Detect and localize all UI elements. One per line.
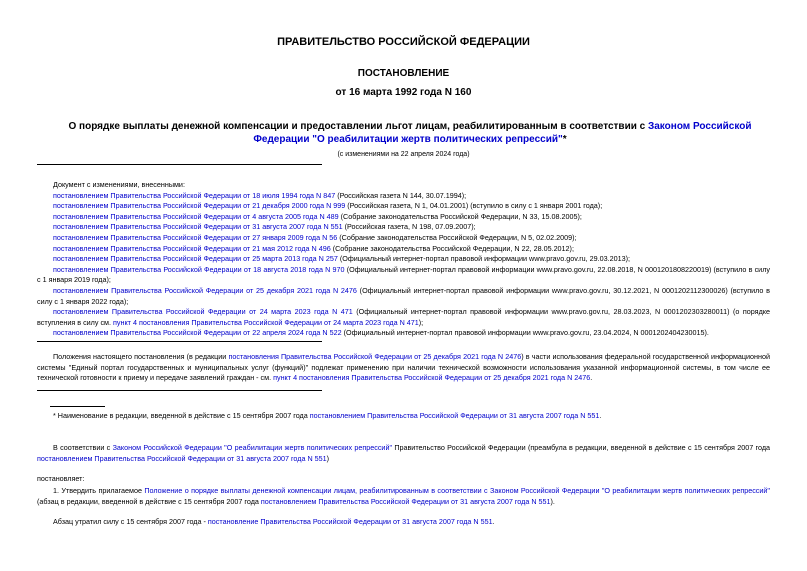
provisions-link[interactable]: постановления Правительства Российской Федерации от 25 декабря 2021 года N 2476	[228, 352, 522, 361]
provisions-text: ) в части использования федеральной государственной информационной системы "Единый портал государственных и муниципальных услуг (функций)" подлежат применению при наличии технической возможности использования указанной информационной системы, в том числе ее технической готовности к приему и передаче заявлений граждан - см.	[37, 352, 770, 383]
preamble-text: )	[326, 453, 330, 463]
title-asterisk: *	[562, 134, 567, 145]
amendments-intro: Документ с изменениями, внесенными:	[53, 180, 185, 189]
clause-text: (абзац в редакции, введенной в действие с 15 сентября 2007 года	[37, 496, 261, 506]
regulation-link[interactable]: Положение о порядке выплаты денежной компенсации лицам, реабилитированным в соответствии с Законом Российской Федерации "О реабилитации жертв политических репрессий"	[144, 486, 770, 495]
amendment-note: (Российская газета, N 198, 07.09.2007);	[342, 222, 476, 232]
provisions-text: .	[590, 373, 593, 383]
clause-text: ).	[550, 496, 555, 506]
amendment-note: (Официальный интернет-портал правовой информации www.pravo.gov.ru, 29.03.2013);	[337, 254, 631, 264]
doc-type-heading: ПОСТАНОВЛЕНИЕ	[357, 68, 450, 79]
footnote-rule	[50, 406, 105, 407]
amendment-note: (Собрание законодательства Российской Федерации, N 22, 28.05.2012);	[330, 243, 574, 253]
amendment-link[interactable]: постановлением Правительства Российской Федерации от 21 декабря 2000 года N 999	[53, 201, 346, 211]
amendment-link[interactable]: постановлением Правительства Российской Федерации от 31 августа 2007 года N 551	[53, 222, 343, 232]
amendment-item	[37, 307, 770, 328]
amendment-link[interactable]: постановлением Правительства Российской Федерации от 25 декабря 2021 года N 2476	[53, 285, 357, 295]
footnote-link[interactable]: постановлением Правительства Российской Федерации от 31 августа 2007 года N 551	[309, 411, 600, 420]
void-text: Абзац утратил силу с 15 сентября 2007 года -	[53, 517, 208, 526]
void-decree-link[interactable]: постановление Правительства Российской Федерации от 31 августа 2007 года N 551	[207, 517, 493, 526]
amendment-link[interactable]: постановлением Правительства Российской Федерации от 18 августа 2018 года N 970	[53, 264, 345, 274]
amendment-note: (Собрание законодательства Российской Федерации, N 33, 15.08.2005);	[338, 211, 582, 221]
amendment-note: (Официальный интернет-портал правовой информации www.pravo.gov.ru, 28.03.2023, N 0001202303280011) (о порядке вступления в силу см.	[37, 307, 770, 327]
amendment-link[interactable]: постановлением Правительства Российской Федерации от 4 августа 2005 года N 489	[53, 211, 339, 221]
title-text: О порядке выплаты денежной компенсации и предоставлении льгот лицам, реабилитированным в соответствии с	[68, 121, 648, 132]
amendment-link[interactable]: постановлением Правительства Российской Федерации от 22 апреля 2024 года N 522	[53, 328, 342, 338]
amendment-item	[37, 254, 770, 265]
amendment-link[interactable]: постановлением Правительства Российской Федерации от 21 мая 2012 года N 496	[53, 243, 331, 253]
amendment-note: (Собрание законодательства Российской Федерации, N 5, 02.02.2009);	[337, 232, 577, 242]
amendment-item	[37, 201, 770, 212]
void-paragraph	[53, 517, 786, 528]
clause-1	[37, 486, 770, 507]
void-text: .	[492, 517, 495, 526]
amendment-link[interactable]: постановлением Правительства Российской Федерации от 18 июля 1994 года N 847	[53, 190, 336, 200]
doc-date-number: от 16 марта 1992 года N 160	[335, 87, 472, 98]
amendment-note: (Российская газета N 144, 30.07.1994);	[335, 190, 467, 200]
divider	[37, 341, 322, 342]
amendment-link[interactable]: постановлением Правительства Российской Федерации от 25 марта 2013 года N 257	[53, 254, 338, 264]
amendment-tail: );	[418, 317, 424, 327]
amendment-note: (Официальный интернет-портал правовой информации www.pravo.gov.ru, 22.08.2018, N 0001201808220019) (вступило в силу с 1 января 2019 года);	[37, 264, 770, 285]
amendment-item	[37, 212, 770, 223]
amendment-item	[37, 286, 770, 307]
preamble-decree-link[interactable]: постановлением Правительства Российской Федерации от 31 августа 2007 года N 551	[37, 453, 327, 463]
clause-decree-link[interactable]: постановлением Правительства Российской Федерации от 31 августа 2007 года N 551	[260, 496, 551, 506]
amendment-tail-link[interactable]: пункт 4 постановления Правительства Российской Федерации от 24 марта 2023 года N 471	[113, 317, 419, 327]
amendment-item	[37, 328, 770, 339]
decree-word: постановляет:	[37, 474, 85, 483]
clause-text: 1. Утвердить прилагаемое	[53, 486, 145, 495]
title-law-link[interactable]: Законом Российской Федерации "О реабилитации жертв политических репрессий"	[253, 121, 752, 145]
amendment-item	[37, 191, 770, 202]
amendment-item	[37, 222, 770, 233]
document-title	[50, 120, 770, 146]
amendment-link[interactable]: постановлением Правительства Российской Федерации от 24 марта 2023 года N 471	[53, 307, 353, 317]
amendment-item	[37, 244, 770, 255]
amendment-item	[37, 233, 770, 244]
footnote	[53, 411, 786, 422]
amendments-list	[37, 180, 770, 339]
preamble-text: Правительство Российской Федерации (преамбула в редакции, введенной в действие с 15 сентября 2007 года	[392, 443, 771, 452]
preamble	[37, 443, 770, 464]
amendment-item	[37, 265, 770, 286]
divider	[37, 390, 322, 391]
preamble-law-link[interactable]: Законом Российской Федерации "О реабилитации жертв политических репрессий"	[112, 443, 393, 452]
amendment-link[interactable]: постановлением Правительства Российской Федерации от 27 января 2009 года N 56	[53, 232, 338, 242]
amendment-note: (Официальный интернет-портал правовой информации www.pravo.gov.ru, 23.04.2024, N 0001202404230015).	[341, 328, 709, 338]
government-heading: ПРАВИТЕЛЬСТВО РОССИЙСКОЙ ФЕДЕРАЦИИ	[277, 36, 530, 48]
footnote-text: * Наименование в редакции, введенной в действие с 15 сентября 2007 года	[53, 411, 310, 420]
provisions-link[interactable]: пункт 4 постановления Правительства Российской Федерации от 25 декабря 2021 года N 2476	[273, 373, 591, 383]
footnote-end: .	[599, 411, 602, 420]
provisions-text: Положения настоящего постановления (в редакции	[53, 352, 229, 361]
amendment-note: (Официальный интернет-портал правовой информации www.pravo.gov.ru, 30.12.2021, N 0001202112300026) (вступило в силу с 1 января 2022 года);	[37, 285, 770, 306]
preamble-text: В соответствии с	[53, 443, 113, 452]
provisions-note	[37, 352, 770, 384]
revision-note: (с изменениями на 22 апреля 2024 года)	[337, 151, 470, 158]
amendment-note: (Российская газета, N 1, 04.01.2001) (вступило в силу с 1 января 2001 года);	[345, 201, 603, 211]
divider	[37, 164, 322, 165]
